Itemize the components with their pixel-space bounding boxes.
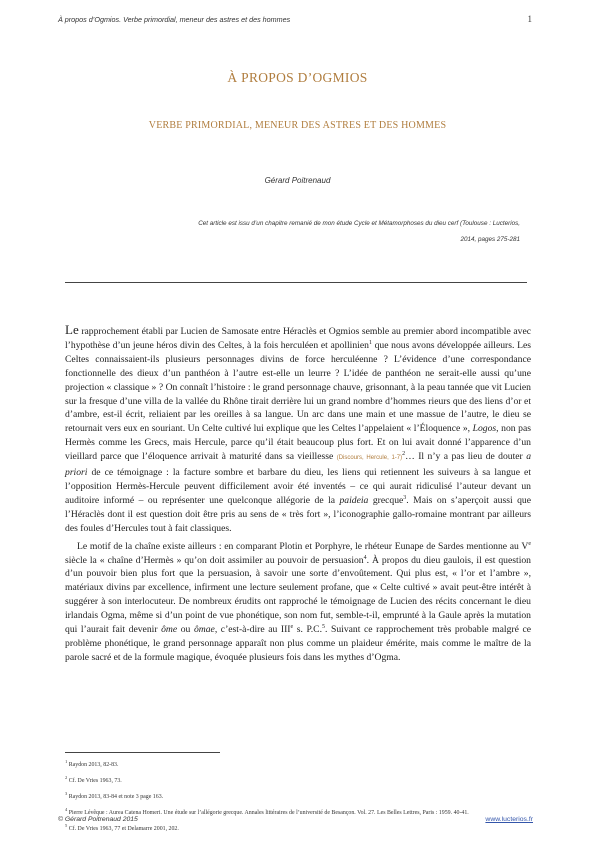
footnote-number: 5: [65, 822, 68, 828]
term-omae: ômae: [193, 624, 215, 636]
paragraph-2: [65, 540, 531, 665]
text-run: Le motif de la chaîne existe ailleurs : en comparant Plotin et Porphyre, le rhéteur Eunape de Sardes mentionne au V: [77, 540, 529, 552]
footnote-2: [65, 774, 527, 786]
paragraph-1: [65, 323, 531, 536]
origin-note: [80, 216, 520, 248]
article-body: [65, 323, 531, 665]
text-run: … Il n’y a pas lieu de douter: [405, 451, 527, 463]
footnote-text: Raydon 2013, 83-84 et note 3 page 163.: [67, 793, 164, 800]
text-run: siècle la « chaîne d’Hermès » qu’on doit assimiler au pouvoir de persuasion: [65, 554, 364, 566]
footnote-ref-4[interactable]: 4: [363, 554, 367, 561]
text-run: rapprochement établi par Lucien de Samosate entre Héraclès et Ogmios semble au premier abord incompatible avec l’hypothèse d’un jeune héros divin des Celtes, à la fois herculéen et apollinien: [65, 326, 531, 351]
inline-citation: (Discours, Hercule, 1-7): [336, 455, 403, 462]
text-run: grecque: [368, 494, 404, 506]
footer-website-link[interactable]: www.lucterios.fr: [485, 816, 533, 823]
running-header: À propos d’Ogmios. Verbe primordial, meneur des astres et des hommes: [58, 15, 291, 24]
text-run: s. P.C.: [293, 624, 322, 636]
footnote-ref-5[interactable]: 5: [322, 623, 325, 630]
footnotes: [65, 758, 527, 837]
text-run: que nous avons développée ailleurs. Les Celtes connaissaient-ils plusieurs personnages divins de force herculéenne ? L’évidence d’une correspondance fonctionnelle des dieux d’un panthéon à l’autre est-elle un leurre ? L’idée de panthéon ne serait-elle aussi qu’une projection « classique » ? On connaît l’histoire : le grand personnage chauve, grisonnant, à la peau tannée que vit Lucien sur la fresque d’une villa de la vallée du Rhône tirait derrière lui un grand nombre d’hommes rieurs que des liens d’or et d’ambre, est-il écrit, reliaient par les oreilles à sa langue. Un arc dans une main et une massue de l’autre, le dieu se retournait vers eux en souriant. Un Celte cultivé lui explique que les Celtes l’appelaient « l’Éloquence »,: [65, 339, 531, 435]
term-paideia: paideia: [339, 494, 369, 506]
text-run: , c’est-à-dire au III: [214, 624, 291, 636]
footer-copyright: © Gérard Poitrenaud 2015: [58, 816, 138, 823]
footnote-number: 2: [65, 774, 68, 780]
footnote-ref-2[interactable]: 2: [402, 450, 406, 457]
footnote-text: Pierre Lévêque : Aurea Catena Homeri. Une étude sur l’allégorie grecque. Annales littéraires de l’université de Besançon. Vol. 27. Les Belles Lettres, Paris : 1959. 40-41.: [67, 809, 469, 816]
article-title: À PROPOS D’OGMIOS: [227, 70, 368, 85]
origin-note-line-1: Cet article est issu d’un chapitre remanié de mon étude Cycle et Métamorphoses du dieu cerf (Toulouse : Lucterios,: [198, 220, 520, 227]
text-run: ou: [177, 624, 194, 636]
footnote-text: Raydon 2013, 82-83.: [67, 761, 119, 768]
footnote-ref-3[interactable]: 3: [403, 494, 407, 501]
footnote-number: 4: [65, 806, 68, 812]
origin-note-line-2: 2014, pages 275-281: [460, 236, 520, 243]
footnote-text: Cf. De Vries 1963, 73.: [67, 777, 122, 784]
footnote-number: 3: [65, 790, 68, 796]
header-rule: [65, 282, 527, 283]
footnote-3: [65, 790, 527, 802]
page-number: 1: [527, 14, 532, 24]
term-a-priori: a priori: [65, 451, 531, 479]
superscript-e: e: [290, 623, 294, 630]
footnote-text: Cf. De Vries 1963, 77 et Delamarre 2001, 202.: [67, 825, 179, 832]
first-word: Le: [65, 322, 79, 337]
footnote-1: [65, 758, 527, 770]
text-run: , non pas Hermès comme les Grecs, mais Hercule, parce qu’il était beaucoup plus fort. Et on lui avait donné l’apparence d’un vieillard parce que l’éloquence arrivait à maturité dans sa vieillesse: [65, 423, 531, 463]
superscript-e: e: [528, 540, 531, 547]
author-name: Gérard Poitrenaud: [264, 176, 331, 185]
text-run: . Mais on s’aperçoit aussi que l’Héraclès dont il est question doit être pris au sens de « très fort », l’iconographie gallo-romaine montrant par ailleurs des foules d’Hercules tout à fait classiques.: [65, 494, 531, 534]
text-run: . Suivant ce rapprochement très probable malgré ce problème phonétique, le grand personnage apparaît non plus comme un plaideur émérite, mais comme le maître de la parole sacré et de la formule magique, évoquée plusieurs fois dans les mythes d’Ogma.: [65, 624, 532, 663]
footnote-5: [65, 822, 527, 834]
article-subtitle: VERBE PRIMORDIAL, MENEUR DES ASTRES ET DES HOMMES: [148, 120, 447, 131]
term-ome: ôme: [161, 624, 178, 636]
footnote-ref-1[interactable]: 1: [368, 339, 372, 346]
text-run: de ce témoignage : la facture sombre et barbare du dieu, les liens qui retiennent les suiveurs à sa langue et l’opposition Hermès-Hercule peuvent difficilement avoir été inventés – ce qui aurait ridiculisé l’auteur devant un auditoire informé – ou représenter une quelconque allégorie de la: [65, 467, 531, 506]
text-run: . À propos du dieu gaulois, il est question d’un pouvoir bien plus fort que la persuasion, à savoir une sorte d’envoûtement. Qui plus est, « l’or et l’ambre », matériaux divins par excellence, infirment une lecture seulement profane, que « Celte cultivé » avait peut-être intérêt à suggérer à son interlocuteur. De nombreux érudits ont rapproché le témoignage de Lucien des récits concernant le dieu irlandais Ogma, même si d’un point de vue phonétique, son nom fut, semble-t-il, emprunté à la Gaule après la mutation qui l’aurait fait devenir: [65, 554, 531, 636]
term-logos: Logos: [472, 423, 497, 435]
footnote-rule: [65, 752, 220, 753]
footnote-number: 1: [65, 759, 68, 764]
